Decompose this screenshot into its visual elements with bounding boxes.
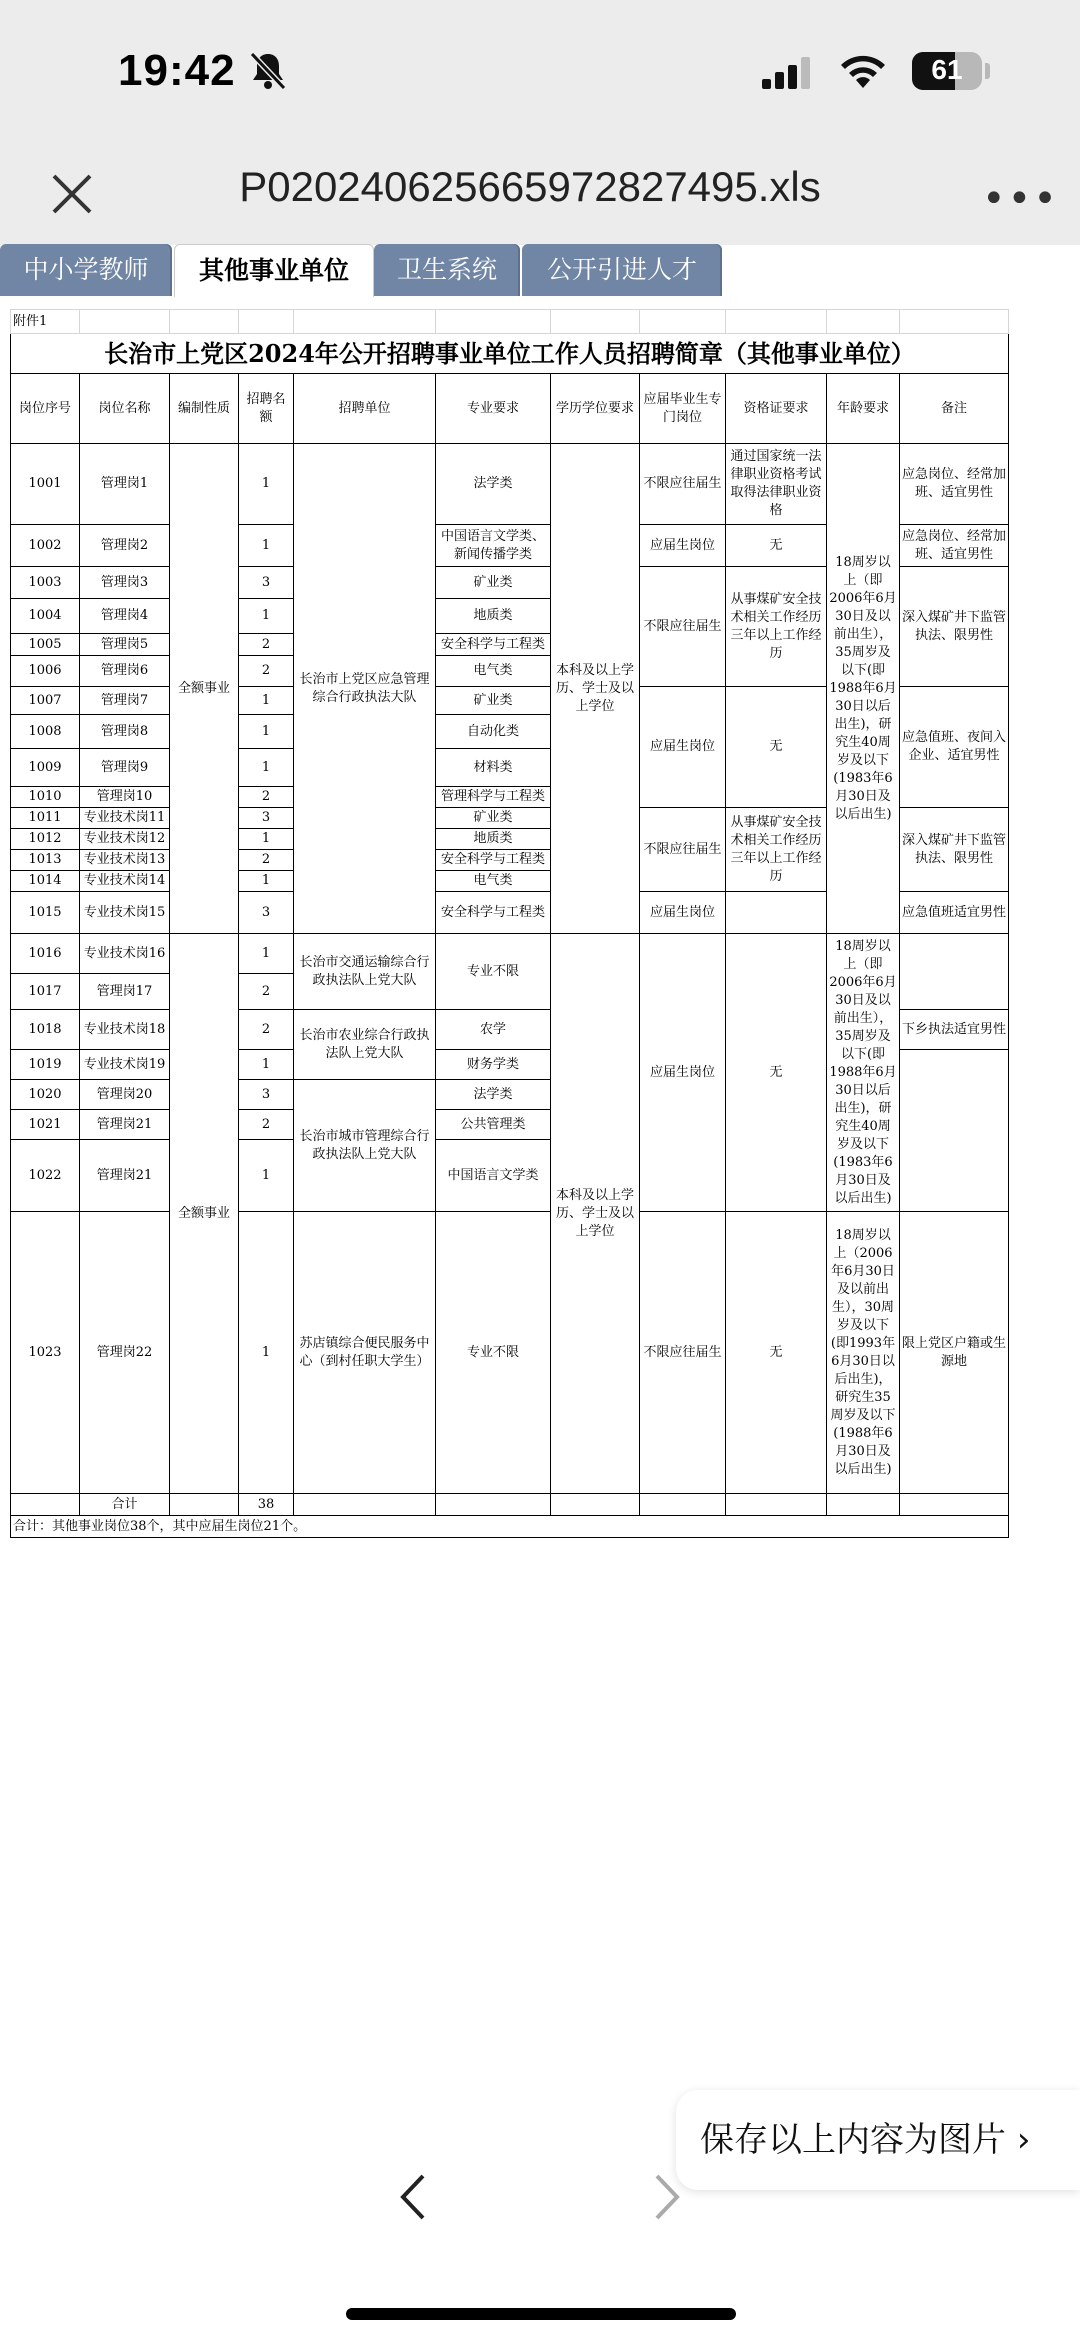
cell-name: 管理岗3	[80, 567, 170, 599]
cell-name: 管理岗7	[80, 687, 170, 715]
header-cell: 招聘单位	[294, 374, 436, 444]
cell-grad: 不限应往届生	[640, 567, 726, 687]
cell-id: 1007	[11, 687, 80, 715]
cell-count: 2	[239, 1110, 294, 1140]
cell-id: 1019	[11, 1050, 80, 1080]
cell-note: 限上党区户籍或生源地	[900, 1212, 1009, 1494]
cell-note: 应急值班适宜男性	[900, 892, 1009, 934]
cell-id: 1010	[11, 787, 80, 808]
cell-count: 3	[239, 892, 294, 934]
cell-name: 专业技术岗19	[80, 1050, 170, 1080]
cell-nature: 全额事业	[170, 934, 239, 1494]
recruitment-table	[10, 309, 1009, 1538]
cell-name: 管理岗10	[80, 787, 170, 808]
cell-count: 2	[239, 1010, 294, 1050]
cell-major: 安全科学与工程类	[436, 634, 551, 656]
tab-health-system[interactable]: 卫生系统	[374, 244, 520, 296]
tab-talent-introduction[interactable]: 公开引进人才	[522, 244, 722, 296]
cell-count: 1	[239, 525, 294, 567]
cell-note	[900, 934, 1009, 1010]
cell-major: 地质类	[436, 599, 551, 634]
cell-major: 法学类	[436, 1080, 551, 1110]
cell-major: 矿业类	[436, 687, 551, 715]
cell-id: 1005	[11, 634, 80, 656]
cell-education: 本科及以上学历、学士及以上学位	[551, 444, 640, 934]
cell-cert: 无	[726, 687, 827, 808]
cell-cert: 通过国家统一法律职业资格考试取得法律职业资格	[726, 444, 827, 525]
cell-count: 1	[239, 1212, 294, 1494]
cell-cert: 从事煤矿安全技术相关工作经历三年以上工作经历	[726, 567, 827, 687]
cell-id: 1018	[11, 1010, 80, 1050]
cell-name: 专业技术岗16	[80, 934, 170, 974]
cell-name: 管理岗2	[80, 525, 170, 567]
cell-unit: 长治市交通运输综合行政执法队上党大队	[294, 934, 436, 1010]
cell-major: 安全科学与工程类	[436, 850, 551, 871]
cell-major: 专业不限	[436, 934, 551, 1010]
cell-id: 1014	[11, 871, 80, 892]
cell-name: 管理岗8	[80, 715, 170, 749]
cell-id: 1002	[11, 525, 80, 567]
cell-cert: 无	[726, 934, 827, 1212]
cell-grad: 应届生岗位	[640, 892, 726, 934]
cell-count: 3	[239, 1080, 294, 1110]
cell-count: 1	[239, 871, 294, 892]
cell-grad: 不限应往届生	[640, 1212, 726, 1494]
cell-unit: 长治市上党区应急管理综合行政执法大队	[294, 444, 436, 934]
cell-major: 公共管理类	[436, 1110, 551, 1140]
cell-name: 管理岗1	[80, 444, 170, 525]
cell-count: 1	[239, 444, 294, 525]
cell-count: 3	[239, 808, 294, 829]
cell-id: 1013	[11, 850, 80, 871]
cell-cert: 从事煤矿安全技术相关工作经历三年以上工作经历	[726, 808, 827, 892]
total-value: 38	[239, 1494, 294, 1516]
header-cell: 备注	[900, 374, 1009, 444]
cell-name: 专业技术岗12	[80, 829, 170, 850]
save-as-image-label: 保存以上内容为图片	[700, 2120, 1006, 2160]
cell-count: 2	[239, 634, 294, 656]
wifi-icon	[838, 52, 888, 94]
status-time: 19:42	[118, 46, 236, 95]
cell-name: 管理岗9	[80, 749, 170, 787]
cell-grad: 不限应往届生	[640, 808, 726, 892]
header-cell: 招聘名额	[239, 374, 294, 444]
cell-count: 1	[239, 934, 294, 974]
cell-note: 应急岗位、经常加班、适宜男性	[900, 525, 1009, 567]
cell-name: 专业技术岗14	[80, 871, 170, 892]
cell-id: 1008	[11, 715, 80, 749]
cell-unit: 苏店镇综合便民服务中心（到村任职大学生）	[294, 1212, 436, 1494]
cell-cert: 无	[726, 525, 827, 567]
cell-grad: 应届生岗位	[640, 934, 726, 1212]
cell-cert	[726, 892, 827, 934]
cell-id: 1015	[11, 892, 80, 934]
cell-id: 1011	[11, 808, 80, 829]
close-icon[interactable]	[50, 172, 94, 220]
battery-indicator	[912, 52, 982, 90]
spreadsheet	[10, 309, 1008, 1538]
cell-count: 1	[239, 715, 294, 749]
header-cell: 应届毕业生专门岗位	[640, 374, 726, 444]
cell-name: 管理岗6	[80, 656, 170, 687]
cell-grad: 应届生岗位	[640, 687, 726, 808]
battery-percent: 61	[931, 54, 963, 85]
cellular-signal-icon	[762, 57, 812, 93]
cell-major: 法学类	[436, 444, 551, 525]
chevron-right-icon: ›	[1016, 2120, 1031, 2160]
cell-name: 管理岗20	[80, 1080, 170, 1110]
cell-note: 应急值班、夜间入企业、适宜男性	[900, 687, 1009, 808]
cell-major: 矿业类	[436, 567, 551, 599]
cell-major: 中国语言文学类、新闻传播学类	[436, 525, 551, 567]
cell-education: 本科及以上学历、学士及以上学位	[551, 934, 640, 1494]
cell-count: 1	[239, 1140, 294, 1212]
header-cell: 年龄要求	[827, 374, 900, 444]
cell-name: 管理岗22	[80, 1212, 170, 1494]
cell-major: 安全科学与工程类	[436, 892, 551, 934]
cell-major: 电气类	[436, 656, 551, 687]
cell-id: 1003	[11, 567, 80, 599]
header-cell: 学历学位要求	[551, 374, 640, 444]
cell-id: 1023	[11, 1212, 80, 1494]
cell-id: 1021	[11, 1110, 80, 1140]
cell-id: 1006	[11, 656, 80, 687]
cell-count: 1	[239, 1050, 294, 1080]
cell-unit: 长治市城市管理综合行政执法队上党大队	[294, 1080, 436, 1212]
cell-name: 管理岗5	[80, 634, 170, 656]
battery-tip	[985, 63, 990, 79]
cell-count: 2	[239, 787, 294, 808]
cell-note	[900, 1050, 1009, 1212]
home-indicator	[346, 2308, 736, 2320]
next-page-icon[interactable]	[652, 2172, 682, 2226]
more-options-icon[interactable]: •••	[982, 176, 1059, 222]
cell-name: 专业技术岗11	[80, 808, 170, 829]
cell-major: 财务学类	[436, 1050, 551, 1080]
cell-note: 下乡执法适宜男性	[900, 1010, 1009, 1050]
cell-name: 专业技术岗18	[80, 1010, 170, 1050]
cell-count: 1	[239, 687, 294, 715]
attachment-label: 附件1	[11, 310, 80, 334]
document-title: P020240625665972827495.xls	[239, 163, 821, 210]
cell-grad: 不限应往届生	[640, 444, 726, 525]
cell-major: 地质类	[436, 829, 551, 850]
cell-count: 3	[239, 567, 294, 599]
header-cell: 专业要求	[436, 374, 551, 444]
tab-primary-teachers[interactable]: 中小学教师	[0, 244, 172, 296]
cell-count: 2	[239, 850, 294, 871]
cell-major: 矿业类	[436, 808, 551, 829]
cell-grad: 应届生岗位	[640, 525, 726, 567]
sheet-tabs	[0, 244, 1080, 296]
cell-id: 1001	[11, 444, 80, 525]
cell-age: 18周岁以上（2006年6月30日及以前出生），30周岁及以下(即1993年6月30日以后出生)，研究生35周岁及以下(1988年6月30日及以后出生)	[827, 1212, 900, 1494]
cell-id: 1020	[11, 1080, 80, 1110]
cell-count: 1	[239, 599, 294, 634]
footer-note: 合计：其他事业岗位38个，其中应届生岗位21个。	[11, 1516, 1009, 1538]
cell-name: 管理岗21	[80, 1140, 170, 1212]
cell-name: 专业技术岗13	[80, 850, 170, 871]
cell-count: 1	[239, 749, 294, 787]
cell-id: 1016	[11, 934, 80, 974]
cell-id: 1004	[11, 599, 80, 634]
cell-id: 1022	[11, 1140, 80, 1212]
cell-major: 管理科学与工程类	[436, 787, 551, 808]
sheet-title: 长治市上党区2024年公开招聘事业单位工作人员招聘简章（其他事业单位）	[11, 334, 1009, 374]
cell-name: 管理岗17	[80, 974, 170, 1010]
cell-major: 自动化类	[436, 715, 551, 749]
bell-muted-icon	[248, 50, 288, 96]
cell-count: 2	[239, 656, 294, 687]
cell-major: 材料类	[436, 749, 551, 787]
header-cell: 岗位名称	[80, 374, 170, 444]
cell-name: 管理岗4	[80, 599, 170, 634]
cell-major: 农学	[436, 1010, 551, 1050]
cell-age: 18周岁以上（即2006年6月30日及以前出生），35周岁及以下(即1988年6月30日以后出生)，研究生40周岁及以下(1983年6月30日及以后出生)	[827, 444, 900, 934]
cell-count: 1	[239, 829, 294, 850]
cell-note: 应急岗位、经常加班、适宜男性	[900, 444, 1009, 525]
cell-major: 中国语言文学类	[436, 1140, 551, 1212]
total-label: 合计	[80, 1494, 170, 1516]
cell-name: 专业技术岗15	[80, 892, 170, 934]
cell-id: 1009	[11, 749, 80, 787]
save-as-image-button[interactable]	[676, 2090, 1080, 2190]
cell-id: 1017	[11, 974, 80, 1010]
cell-count: 2	[239, 974, 294, 1010]
header-cell: 编制性质	[170, 374, 239, 444]
cell-major: 专业不限	[436, 1212, 551, 1494]
cell-note: 深入煤矿井下监管执法、限男性	[900, 567, 1009, 687]
cell-unit: 长治市农业综合行政执法队上党大队	[294, 1010, 436, 1080]
prev-page-icon[interactable]	[398, 2172, 428, 2226]
cell-note: 深入煤矿井下监管执法、限男性	[900, 808, 1009, 892]
tab-other-institutions[interactable]: 其他事业单位	[174, 244, 374, 297]
header-cell: 资格证要求	[726, 374, 827, 444]
cell-cert: 无	[726, 1212, 827, 1494]
header-cell: 岗位序号	[11, 374, 80, 444]
cell-age: 18周岁以上（即2006年6月30日及以前出生），35周岁及以下(即1988年6月30日以后出生)，研究生40周岁及以下(1983年6月30日及以后出生)	[827, 934, 900, 1212]
cell-id: 1012	[11, 829, 80, 850]
cell-name: 管理岗21	[80, 1110, 170, 1140]
cell-nature: 全额事业	[170, 444, 239, 934]
cell-major: 电气类	[436, 871, 551, 892]
